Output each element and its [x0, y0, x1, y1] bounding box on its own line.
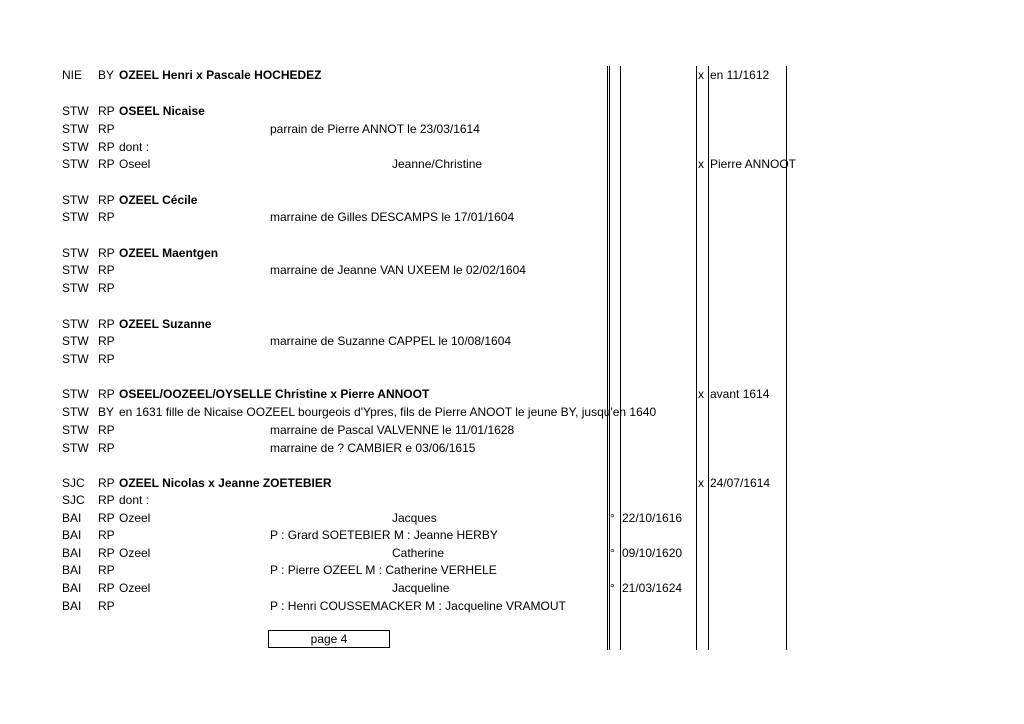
- record-row: [0, 315, 1024, 333]
- source-code: RP: [98, 599, 115, 613]
- location-code: BAI: [62, 528, 82, 542]
- person-name: OSEEL/OOZEEL/OYSELLE Christine x Pierre ANNOOT: [119, 387, 430, 401]
- page-number: [268, 630, 390, 648]
- event-description: marraine de Jeanne VAN UXEEM le 02/02/1604: [270, 263, 526, 277]
- given-name: Jeanne/Christine: [392, 157, 483, 171]
- location-code: SJC: [62, 476, 85, 490]
- source-code: RP: [98, 210, 115, 224]
- source-code: BY: [98, 68, 115, 82]
- source-code: RP: [98, 352, 115, 366]
- event-description: parrain de Pierre ANNOT le 23/03/1614: [270, 122, 480, 136]
- source-code: RP: [98, 563, 115, 577]
- location-code: STW: [62, 122, 89, 136]
- event-description: marraine de ? CAMBIER e 03/06/1615: [270, 441, 476, 455]
- source-code: RP: [98, 423, 115, 437]
- record-row: [0, 474, 1024, 492]
- record-row: [0, 491, 1024, 509]
- record-row: [0, 279, 1024, 297]
- record-row: [0, 102, 1024, 120]
- person-name: dont :: [119, 493, 150, 507]
- person-name: Oseel: [119, 157, 151, 171]
- source-code: RP: [98, 441, 115, 455]
- person-name: Ozeel: [119, 511, 151, 525]
- record-row: [0, 138, 1024, 156]
- source-code: RP: [98, 546, 115, 560]
- marriage-symbol: x: [698, 68, 704, 82]
- marriage-info: avant 1614: [710, 387, 770, 401]
- record-row: [0, 579, 1024, 597]
- given-name: Catherine: [392, 546, 445, 560]
- person-name: Ozeel: [119, 581, 151, 595]
- location-code: STW: [62, 246, 89, 260]
- source-code: BY: [98, 405, 115, 419]
- source-code: RP: [98, 157, 115, 171]
- record-row: [0, 120, 1024, 138]
- source-code: RP: [98, 387, 115, 401]
- person-name: dont :: [119, 140, 150, 154]
- source-code: RP: [98, 140, 115, 154]
- record-row: [0, 244, 1024, 262]
- marriage-info: en 11/1612: [710, 68, 770, 82]
- record-row: [0, 66, 1024, 84]
- record-row: [0, 561, 1024, 579]
- birth-date: 21/03/1624: [622, 581, 683, 595]
- source-code: RP: [98, 528, 115, 542]
- record-row: [0, 597, 1024, 615]
- source-code: RP: [98, 122, 115, 136]
- location-code: SJC: [62, 493, 85, 507]
- person-name: OZEEL Henri x Pascale HOCHEDEZ: [119, 68, 322, 82]
- person-name: Ozeel: [119, 546, 151, 560]
- record-row: [0, 261, 1024, 279]
- birth-symbol: °: [610, 511, 615, 525]
- marriage-info: 24/07/1614: [710, 476, 771, 490]
- source-code: RP: [98, 511, 115, 525]
- person-name: OZEEL Maentgen: [119, 246, 219, 260]
- record-row: [0, 544, 1024, 562]
- location-code: STW: [62, 334, 89, 348]
- marriage-info: Pierre ANNOOT: [710, 157, 797, 171]
- record-row: [0, 439, 1024, 457]
- location-code: STW: [62, 281, 89, 295]
- location-code: BAI: [62, 563, 82, 577]
- record-row: [0, 332, 1024, 350]
- location-code: STW: [62, 352, 89, 366]
- source-code: RP: [98, 193, 115, 207]
- record-row: [0, 421, 1024, 439]
- source-code: RP: [98, 581, 115, 595]
- page-label: page 4: [310, 632, 348, 646]
- record-row: [0, 403, 1024, 421]
- event-description: P : Grard SOETEBIER M : Jeanne HERBY: [270, 528, 498, 542]
- event-description: P : Pierre OZEEL M : Catherine VERHELE: [270, 563, 497, 577]
- source-code: RP: [98, 281, 115, 295]
- event-description: P : Henri COUSSEMACKER M : Jacqueline VRAMOUT: [270, 599, 566, 613]
- record-row: [0, 526, 1024, 544]
- source-code: RP: [98, 263, 115, 277]
- marriage-symbol: x: [698, 387, 704, 401]
- source-code: RP: [98, 493, 115, 507]
- location-code: STW: [62, 263, 89, 277]
- location-code: STW: [62, 405, 89, 419]
- given-name: Jacques: [392, 511, 437, 525]
- location-code: STW: [62, 387, 89, 401]
- location-code: STW: [62, 104, 89, 118]
- person-name: en 1631 fille de Nicaise OOZEEL bourgeois d'Ypres, fils de Pierre ANOOT le jeune BY, jusqu'en 1640: [119, 405, 657, 419]
- person-name: OSEEL Nicaise: [119, 104, 205, 118]
- location-code: BAI: [62, 599, 82, 613]
- location-code: STW: [62, 441, 89, 455]
- record-row: [0, 208, 1024, 226]
- record-row: [0, 191, 1024, 209]
- source-code: RP: [98, 334, 115, 348]
- location-code: STW: [62, 317, 89, 331]
- birth-date: 09/10/1620: [622, 546, 683, 560]
- birth-date: 22/10/1616: [622, 511, 683, 525]
- location-code: BAI: [62, 511, 82, 525]
- location-code: BAI: [62, 546, 82, 560]
- source-code: RP: [98, 104, 115, 118]
- record-row: [0, 509, 1024, 527]
- person-name: OZEEL Suzanne: [119, 317, 212, 331]
- marriage-symbol: x: [698, 476, 704, 490]
- location-code: STW: [62, 157, 89, 171]
- birth-symbol: °: [610, 581, 615, 595]
- given-name: Jacqueline: [392, 581, 450, 595]
- event-description: marraine de Gilles DESCAMPS le 17/01/1604: [270, 210, 515, 224]
- event-description: marraine de Pascal VALVENNE le 11/01/1628: [270, 423, 515, 437]
- location-code: STW: [62, 193, 89, 207]
- event-description: marraine de Suzanne CAPPEL le 10/08/1604: [270, 334, 512, 348]
- record-row: [0, 155, 1024, 173]
- record-row: [0, 385, 1024, 403]
- location-code: STW: [62, 423, 89, 437]
- source-code: RP: [98, 317, 115, 331]
- location-code: BAI: [62, 581, 82, 595]
- person-name: OZEEL Nicolas x Jeanne ZOETEBIER: [119, 476, 332, 490]
- birth-symbol: °: [610, 546, 615, 560]
- location-code: STW: [62, 210, 89, 224]
- record-row: [0, 350, 1024, 368]
- location-code: NIE: [62, 68, 83, 82]
- person-name: OZEEL Cécile: [119, 193, 198, 207]
- source-code: RP: [98, 476, 115, 490]
- location-code: STW: [62, 140, 89, 154]
- source-code: RP: [98, 246, 115, 260]
- marriage-symbol: x: [698, 157, 704, 171]
